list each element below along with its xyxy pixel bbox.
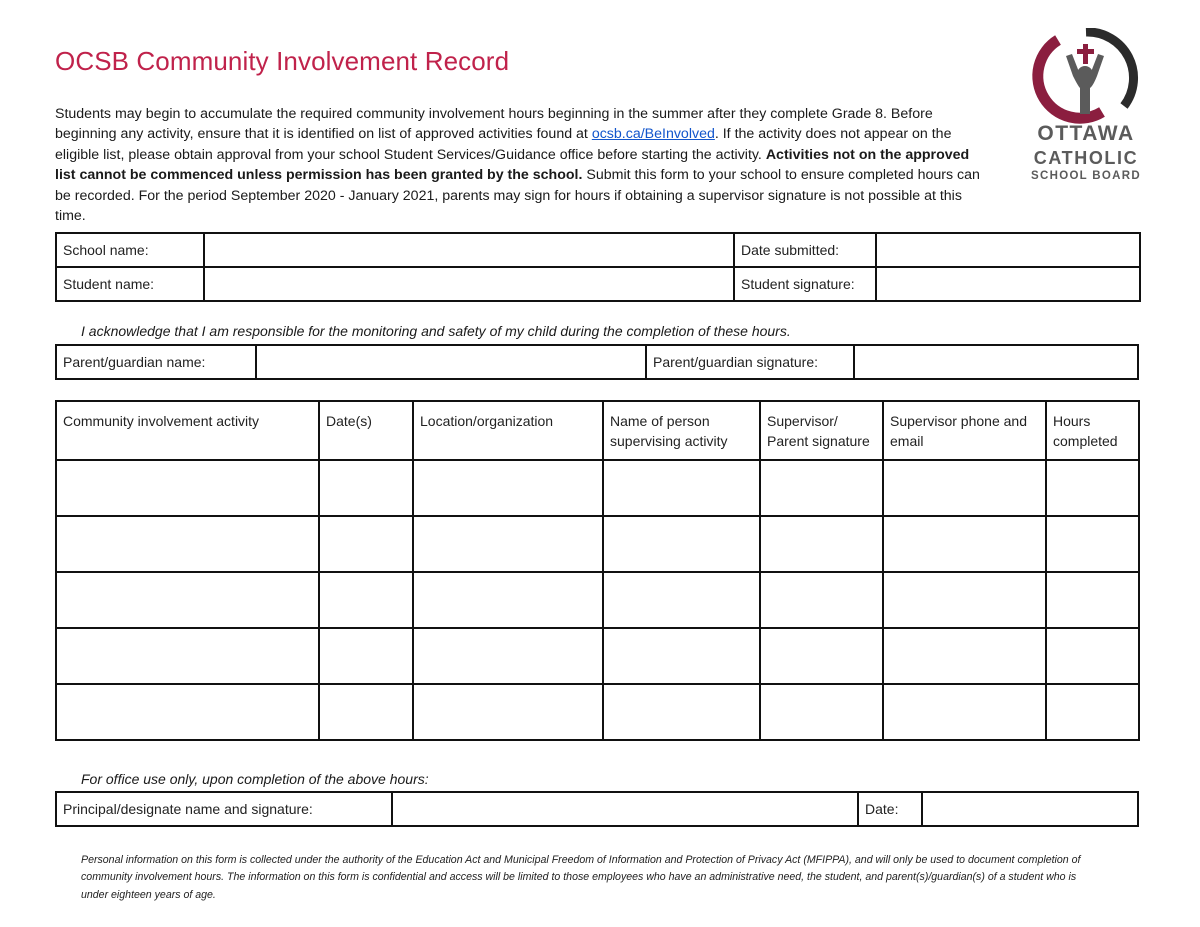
student-signature-field[interactable] <box>876 267 1140 301</box>
student-name-field[interactable] <box>204 267 734 301</box>
signature-cell[interactable] <box>760 460 883 516</box>
parent-signature-label: Parent/guardian signature: <box>646 345 854 379</box>
activity-cell[interactable] <box>56 572 319 628</box>
office-date-label: Date: <box>858 792 922 826</box>
supervisor-name-cell[interactable] <box>603 460 760 516</box>
intro-paragraph <box>55 104 985 226</box>
location-cell[interactable] <box>413 572 603 628</box>
activity-cell[interactable] <box>56 460 319 516</box>
principal-field[interactable] <box>392 792 858 826</box>
dates-cell[interactable] <box>319 684 413 740</box>
intro-bold-warning: Activities not on the approved list cannot be commenced unless permission has been granted by the school. <box>55 146 970 184</box>
activity-header-row <box>56 401 1139 460</box>
table-row <box>56 460 1139 516</box>
table-row <box>56 684 1139 740</box>
col-dates: Date(s) <box>319 401 413 460</box>
signature-cell[interactable] <box>760 516 883 572</box>
col-supervisor-name: Name of person supervising activity <box>603 401 760 460</box>
location-cell[interactable] <box>413 516 603 572</box>
hours-cell[interactable] <box>1046 628 1139 684</box>
school-name-field[interactable] <box>204 233 734 267</box>
student-name-label: Student name: <box>56 267 204 301</box>
logo-school-board: SCHOOL BOARD <box>1031 170 1141 182</box>
signature-cell[interactable] <box>760 684 883 740</box>
activity-table <box>55 400 1140 741</box>
office-row <box>56 792 1138 826</box>
intro-text-2: . If the activity does not appear on the eligible list, please obtain approval from your school Student Services/Guidance office before starting the activity. <box>55 126 952 163</box>
parent-name-label: Parent/guardian name: <box>56 345 256 379</box>
col-activity: Community involvement activity <box>56 401 319 460</box>
col-hours: Hours completed <box>1046 401 1139 460</box>
location-cell[interactable] <box>413 684 603 740</box>
table-row <box>56 628 1139 684</box>
supervisor-name-cell[interactable] <box>603 572 760 628</box>
student-signature-label: Student signature: <box>734 267 876 301</box>
privacy-notice: Personal information on this form is collected under the authority of the Education Act and Municipal Freedom of Information and Protection of Privacy Act (MFIPPA), and will only be used to document completion of community involvement hours. The information on this form is confidential and access will be limited to those employees who have an administrative need, the student, and parent(s)/guardian(s) of a student who is under eighteen years of age. <box>81 854 1081 901</box>
supervisor-name-cell[interactable] <box>603 628 760 684</box>
date-submitted-label: Date submitted: <box>734 233 876 267</box>
col-location: Location/organization <box>413 401 603 460</box>
location-cell[interactable] <box>413 628 603 684</box>
signature-cell[interactable] <box>760 628 883 684</box>
hours-cell[interactable] <box>1046 572 1139 628</box>
col-supervisor-signature: Supervisor/ Parent signature <box>760 401 883 460</box>
principal-label: Principal/designate name and signature: <box>56 792 392 826</box>
contact-cell[interactable] <box>883 460 1046 516</box>
dates-cell[interactable] <box>319 572 413 628</box>
dates-cell[interactable] <box>319 516 413 572</box>
school-row <box>56 233 1140 267</box>
office-table <box>55 791 1139 827</box>
table-row <box>56 572 1139 628</box>
parent-name-field[interactable] <box>256 345 646 379</box>
table-row <box>56 516 1139 572</box>
contact-cell[interactable] <box>883 684 1046 740</box>
parent-info-table <box>55 344 1139 380</box>
supervisor-name-cell[interactable] <box>603 684 760 740</box>
parent-signature-field[interactable] <box>854 345 1138 379</box>
hours-cell[interactable] <box>1046 516 1139 572</box>
intro-text-3: Submit this form to your school to ensure completed hours can be recorded. For the period September 2020 - January 2021, parents may sign for hours if obtaining a supervisor signature is not possible at this time. <box>55 167 980 225</box>
intro-text-1: Students may begin to accumulate the required community involvement hours beginning in the summer after they complete Grade 8. Before beginning any activity, ensure that it is identified on list of approved activities found at <box>55 106 933 143</box>
hours-cell[interactable] <box>1046 684 1139 740</box>
dates-cell[interactable] <box>319 460 413 516</box>
activity-cell[interactable] <box>56 684 319 740</box>
location-cell[interactable] <box>413 460 603 516</box>
logo-ottawa: OTTAWA <box>1037 122 1135 145</box>
activity-cell[interactable] <box>56 628 319 684</box>
signature-cell[interactable] <box>760 572 883 628</box>
beinvolved-link[interactable]: ocsb.ca/BeInvolved <box>591 126 715 143</box>
student-row <box>56 267 1140 301</box>
office-date-field[interactable] <box>922 792 1138 826</box>
dates-cell[interactable] <box>319 628 413 684</box>
hours-cell[interactable] <box>1046 460 1139 516</box>
col-supervisor-contact: Supervisor phone and email <box>883 401 1046 460</box>
office-use-note: For office use only, upon completion of the above hours: <box>81 771 429 787</box>
contact-cell[interactable] <box>883 516 1046 572</box>
contact-cell[interactable] <box>883 572 1046 628</box>
logo-catholic: CATHOLIC <box>1033 148 1139 168</box>
date-submitted-field[interactable] <box>876 233 1140 267</box>
parent-acknowledgement: I acknowledge that I am responsible for the monitoring and safety of my child during the completion of these hours. <box>81 323 791 339</box>
contact-cell[interactable] <box>883 628 1046 684</box>
student-info-table <box>55 232 1141 302</box>
school-name-label: School name: <box>56 233 204 267</box>
parent-row <box>56 345 1138 379</box>
supervisor-name-cell[interactable] <box>603 516 760 572</box>
page-title: OCSB Community Involvement Record <box>55 46 510 76</box>
activity-cell[interactable] <box>56 516 319 572</box>
